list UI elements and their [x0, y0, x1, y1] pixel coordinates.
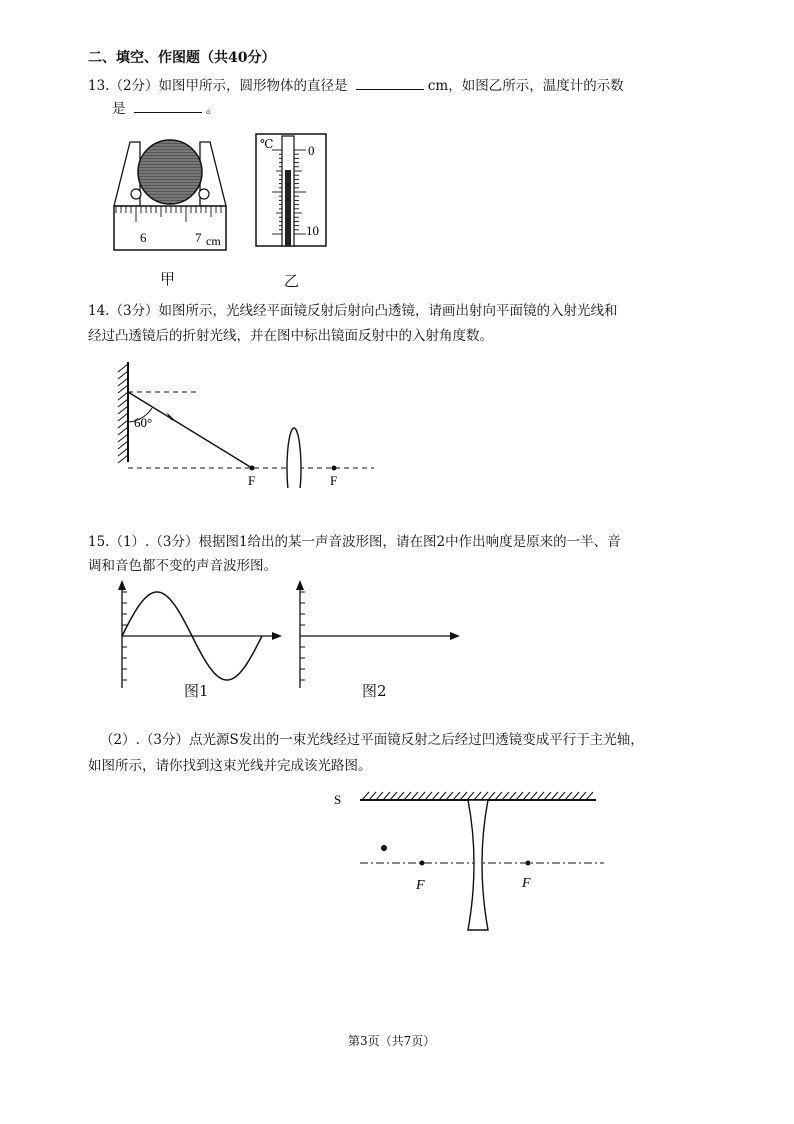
figure-jia-ruler — [100, 128, 240, 260]
q13-line2 — [112, 99, 219, 119]
focus-point-left-2 — [420, 861, 425, 866]
ruler-unit: cm — [206, 234, 221, 248]
thermometer-tick-10: 10 — [306, 223, 319, 238]
figure-yi-caption: 乙 — [284, 272, 300, 290]
incident-angle-label: 60° — [134, 415, 153, 430]
q14-figure — [110, 358, 380, 488]
q15-2-line2: 如图所示，请你找到这束光线并完成该光路图。 — [88, 758, 372, 774]
reflected-ray — [128, 392, 252, 468]
q13-temperature-blank[interactable] — [134, 100, 202, 113]
mercury-column — [285, 170, 291, 246]
q13-text-d: 。 — [205, 101, 220, 117]
focus-point-right-2 — [526, 861, 531, 866]
q14-line1: 14.（3分）如图所示，光线经平面镜反射后射向凸透镜，请画出射向平面镜的入射光线和 — [88, 303, 618, 319]
figure-jia-caption: 甲 — [160, 270, 176, 288]
q13-text-a: 13.（2分）如图甲所示，圆形物体的直径是 — [88, 78, 348, 94]
convex-lens — [287, 428, 301, 488]
q13-text-b: cm，如图乙所示，温度计的示数 — [427, 78, 624, 94]
q15-1-line2: 调和音色都不变的声音波形图。 — [88, 558, 277, 574]
page-number: 第3页（共7页） — [348, 1034, 436, 1048]
wave-figure-2-caption: 图2 — [362, 682, 387, 700]
wave-figure-1-caption: 图1 — [184, 682, 209, 700]
q13-line1 — [88, 76, 624, 96]
round-object — [138, 140, 202, 204]
q15-2-figure — [330, 786, 610, 936]
ruler-tick-7: 7 — [195, 230, 202, 245]
figure-yi-thermometer — [252, 130, 332, 250]
concave-lens — [468, 800, 488, 930]
point-light-source — [381, 845, 387, 851]
ruler-tick-6: 6 — [140, 230, 147, 245]
focus-label-right: F — [330, 473, 338, 488]
focus-label-left: F — [248, 473, 256, 488]
light-source-label: S — [334, 792, 342, 807]
thermometer-tick-0: 0 — [308, 143, 315, 158]
focus-point-left — [250, 466, 255, 471]
q15-2-line1: （2）.（3分）点光源S发出的一束光线经过平面镜反射之后经过凹透镜变成平行于主光轴， — [100, 732, 644, 748]
thermometer-unit: ℃ — [260, 137, 274, 151]
section-title: 二、填空、作图题（共40分） — [88, 50, 276, 66]
q15-1-line1: 15.（1）.（3分）根据图1给出的某一声音波形图，请在图2中作出响度是原来的一半、音 — [88, 534, 621, 550]
q13-text-c: 是 — [112, 101, 126, 117]
q14-line2: 经过凸透镜后的折射光线，并在图中标出镜面反射中的入射角度数。 — [88, 328, 493, 344]
focus-label-right-2: F — [522, 876, 531, 891]
focus-point-right — [332, 466, 337, 471]
focus-label-left-2: F — [416, 878, 425, 893]
q13-diameter-blank[interactable] — [356, 77, 424, 90]
